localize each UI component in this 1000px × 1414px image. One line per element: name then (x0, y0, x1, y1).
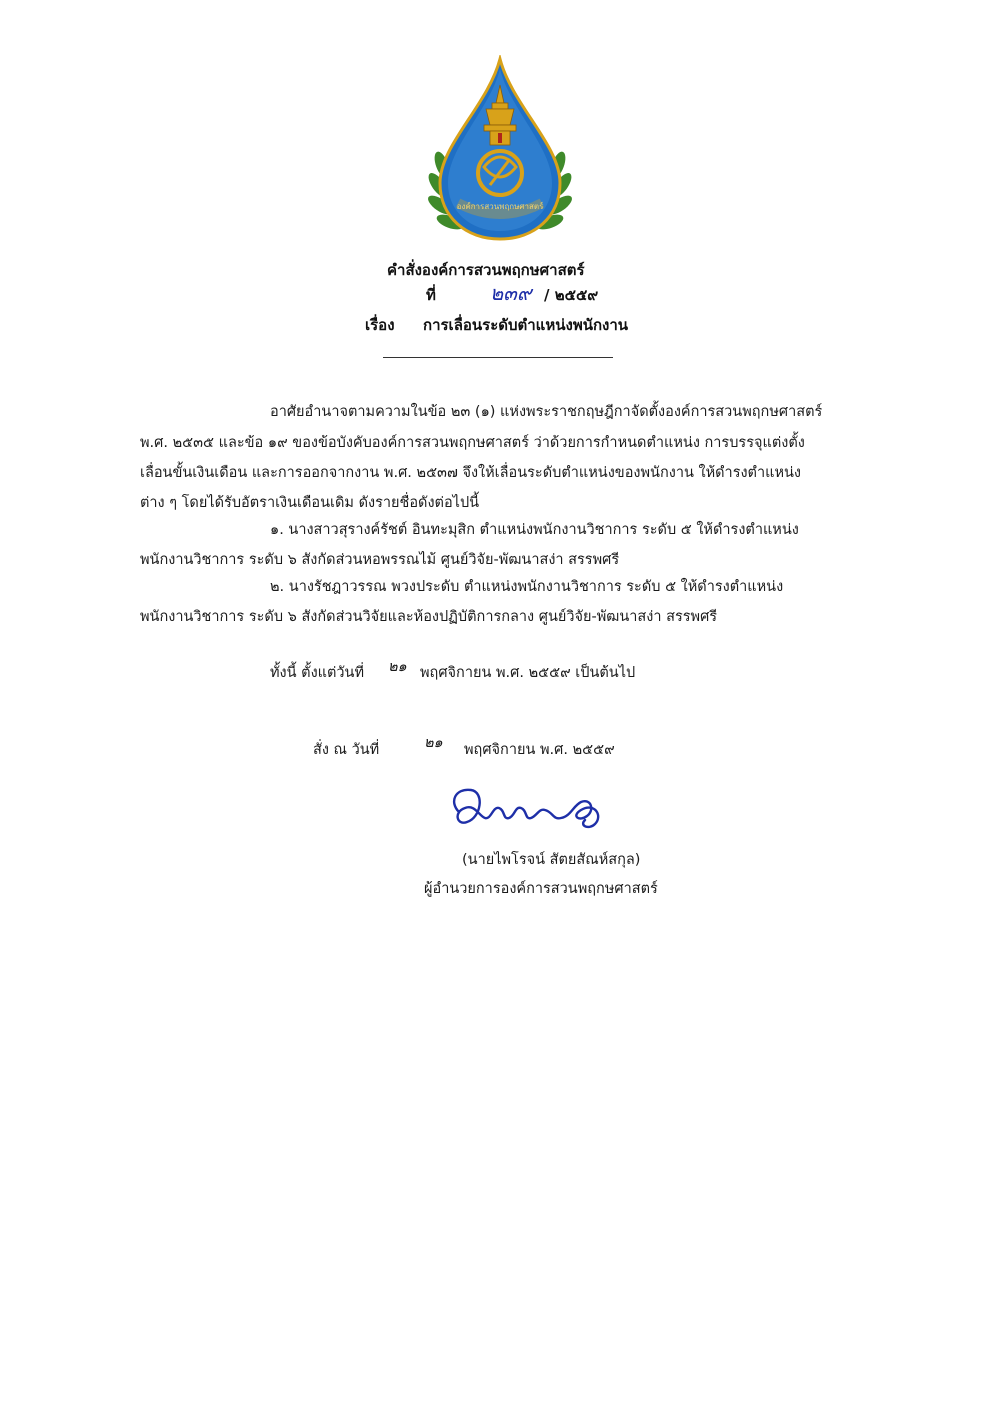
ordered-prefix: สั่ง ณ วันที่ (313, 742, 380, 758)
order-number-label: ที่ (426, 286, 436, 304)
signatory-name: (นายไพโรจน์ สัตยสัณห์สกุล) (462, 852, 641, 868)
ordered-day-handwritten: ๒๑ (424, 735, 443, 751)
list-item-1-line-2: พนักงานวิชาการ ระดับ ๖ สังกัดส่วนหอพรรณไม้ ศูนย์วิจัย-พัฒนาสง่า สรรพศรี (140, 552, 620, 568)
effective-prefix: ทั้งนี้ ตั้งแต่วันที่ (270, 665, 365, 681)
body-line-2: พ.ศ. ๒๕๓๕ และข้อ ๑๙ ของข้อบังคับองค์การสวนพฤกษศาสตร์ ว่าด้วยการกำหนดตำแหน่ง การบรรจุแต่งตั้ง (140, 435, 805, 451)
signatory-position: ผู้อำนวยการองค์การสวนพฤกษศาสตร์ (424, 881, 658, 897)
body-line-1: อาศัยอำนาจตามความในข้อ ๒๓ (๑) แห่งพระราชกฤษฎีกาจัดตั้งองค์การสวนพฤกษศาสตร์ (270, 404, 823, 420)
ordered-suffix: พฤศจิกายน พ.ศ. ๒๕๕๙ (464, 742, 615, 758)
director-signature (445, 782, 615, 837)
list-item-2-line-1: ๒. นางรัชฎาวรรณ พวงประดับ ตำแหน่งพนักงานวิชาการ ระดับ ๕ ให้ดำรงตำแหน่ง (270, 579, 784, 595)
body-line-3: เลื่อนขั้นเงินเดือน และการออกจากงาน พ.ศ. ๒๕๓๗ จึงให้เลื่อนระดับตำแหน่งของพนักงาน ให้ดำรงตำแหน่ง (140, 465, 802, 481)
effective-day-handwritten: ๒๑ (388, 659, 407, 675)
order-number-year: / ๒๕๕๙ (544, 286, 599, 304)
subject-text: การเลื่อนระดับตำแหน่งพนักงาน (423, 316, 629, 334)
order-title: คำสั่งองค์การสวนพฤกษศาสตร์ (387, 261, 585, 279)
order-number-handwritten: ๒๓๙ (490, 281, 532, 305)
subject-label: เรื่อง (365, 316, 395, 334)
list-item-1-line-1: ๑. นางสาวสุรางค์รัชต์ อินทะมุสิก ตำแหน่งพนักงานวิชาการ ระดับ ๕ ให้ดำรงตำแหน่ง (270, 522, 799, 538)
svg-text:องค์การสวนพฤกษศาสตร์: องค์การสวนพฤกษศาสตร์ (456, 202, 544, 211)
body-line-4: ต่าง ๆ โดยได้รับอัตราเงินเดือนเดิม ดังรายชื่อดังต่อไปนี้ (140, 495, 480, 511)
effective-suffix: พฤศจิกายน พ.ศ. ๒๕๕๙ เป็นต้นไป (420, 665, 636, 681)
header-divider (383, 357, 613, 358)
organization-emblem (420, 55, 580, 245)
list-item-2-line-2: พนักงานวิชาการ ระดับ ๖ สังกัดส่วนวิจัยและห้องปฏิบัติการกลาง ศูนย์วิจัย-พัฒนาสง่า สรรพศรี (140, 609, 718, 625)
